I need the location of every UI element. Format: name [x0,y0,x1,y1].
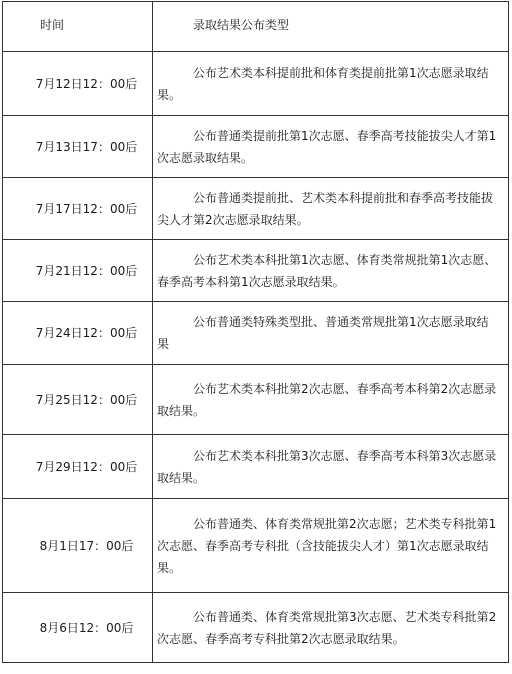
row-desc: 公布艺术类本科批第1次志愿、体育类常规批第1次志愿、春季高考本科第1次志愿录取结果。 [153,240,509,302]
row-time: 7月17日12：00后 [3,178,153,240]
table-row [3,116,509,178]
schedule-table-container [2,1,509,663]
row-desc: 公布普通类提前批第1次志愿、春季高考技能拔尖人才第1次志愿录取结果。 [153,116,509,178]
header-time: 时间 [3,2,153,52]
row-time: 7月21日12：00后 [3,240,153,302]
row-desc: 公布艺术类本科批第3次志愿、春季高考本科第3次志愿录取结果。 [153,435,509,499]
row-time: 7月12日12：00后 [3,52,153,116]
row-desc: 公布普通类提前批、艺术类本科提前批和春季高考技能拔尖人才第2次志愿录取结果。 [153,178,509,240]
row-time: 7月24日12：00后 [3,302,153,365]
table-row [3,499,509,593]
table-row [3,365,509,435]
row-time: 7月29日12：00后 [3,435,153,499]
row-desc: 公布普通类、体育类常规批第2次志愿；艺术类专科批第1次志愿、春季高考专科批（含技能拔尖人才）第1次志愿录取结果。 [153,499,509,593]
row-desc: 公布艺术类本科批第2次志愿、春季高考本科第2次志愿录取结果。 [153,365,509,435]
row-time: 8月6日12：00后 [3,593,153,663]
row-desc: 公布普通类、体育类常规批第3次志愿、艺术类专科批第2次志愿、春季高考专科批第2次志愿录取结果。 [153,593,509,663]
table-row [3,435,509,499]
table-row [3,178,509,240]
table-row [3,593,509,663]
table-header-row [3,2,509,52]
row-time: 7月13日17：00后 [3,116,153,178]
row-time: 8月1日17：00后 [3,499,153,593]
row-time: 7月25日12：00后 [3,365,153,435]
row-desc: 公布普通类特殊类型批、普通类常规批第1次志愿录取结果 [153,302,509,365]
admission-schedule-table [2,1,509,663]
table-row [3,302,509,365]
row-desc: 公布艺术类本科提前批和体育类提前批第1次志愿录取结果。 [153,52,509,116]
header-desc: 录取结果公布类型 [153,2,509,52]
table-row [3,240,509,302]
table-row [3,52,509,116]
